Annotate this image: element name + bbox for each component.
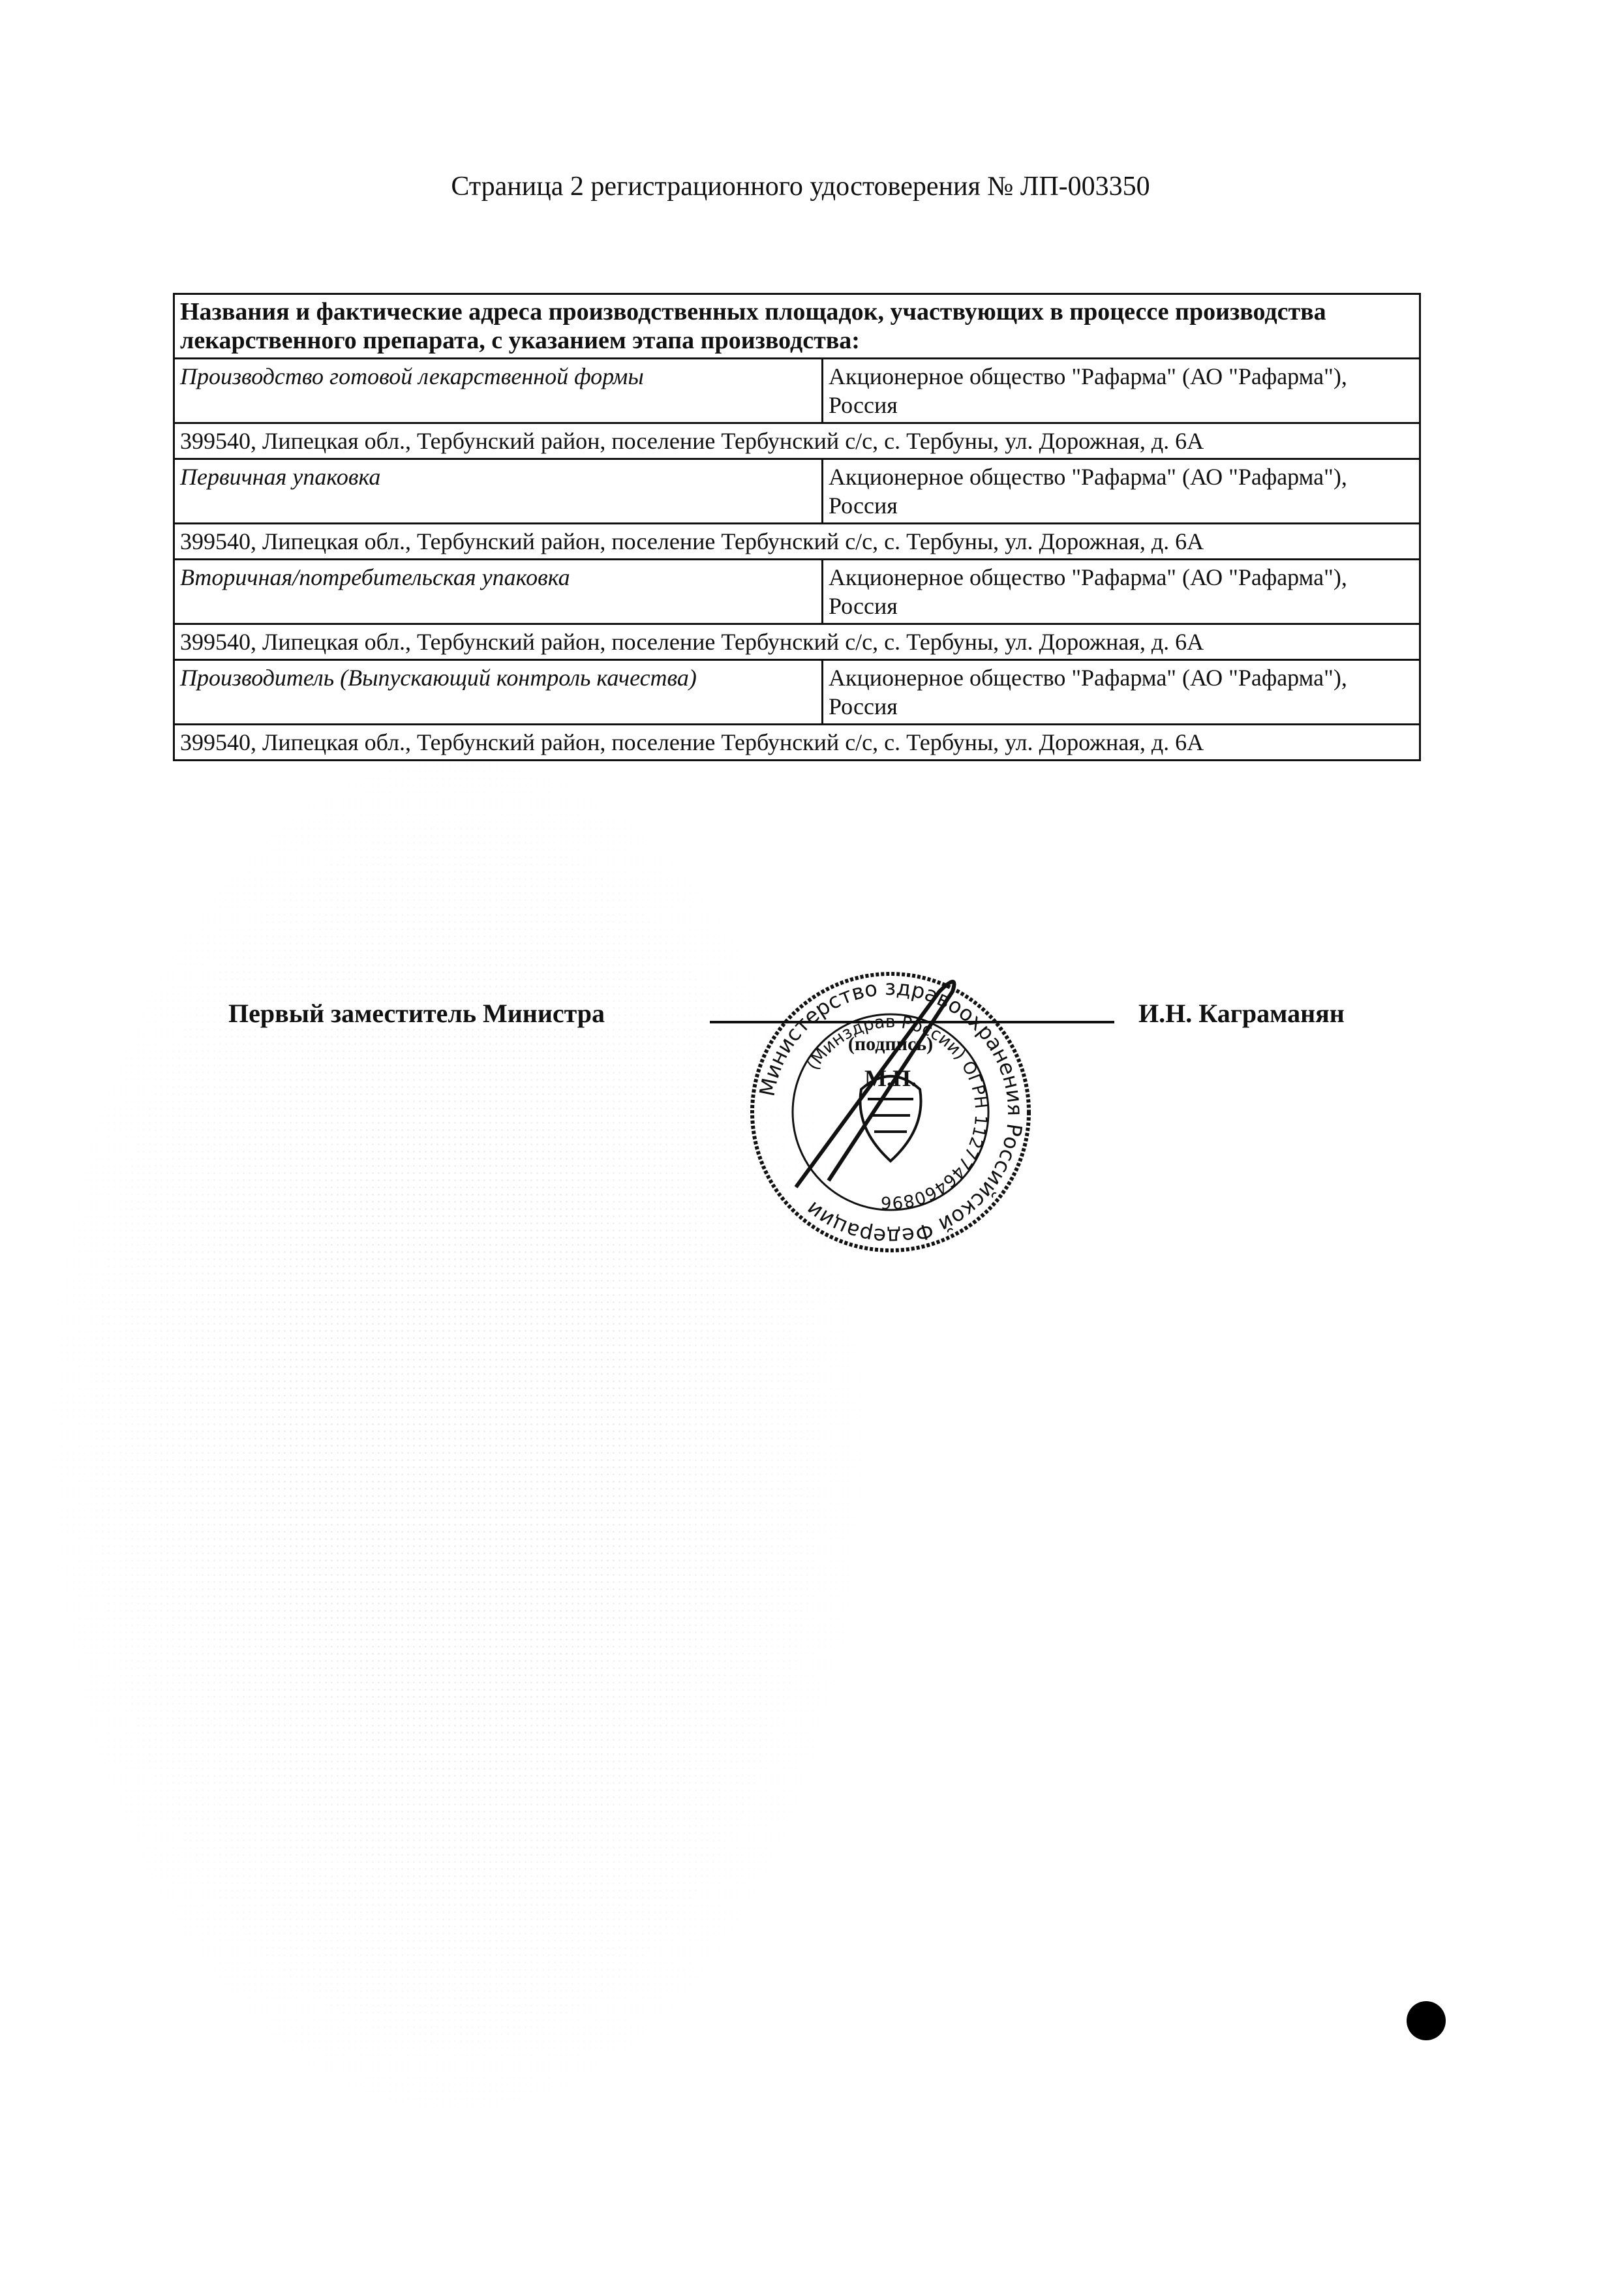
table-row <box>174 725 1420 761</box>
table-row <box>174 423 1420 459</box>
stage-cell: Первичная упаковка <box>174 459 823 524</box>
stamp-outer-text: Министерство здравоохранения Российской Федерации <box>754 974 1028 1250</box>
ink-blot <box>1407 2001 1446 2040</box>
signatory-name: И.Н. Каграманян <box>1138 999 1345 1028</box>
table-row <box>174 560 1420 624</box>
address-cell: 399540, Липецкая обл., Тербунский район, поселение Тербунский с/с, с. Тербуны, ул. Дорожная, д. 6А <box>174 624 1420 660</box>
company-cell: Акционерное общество "Рафарма" (АО "Рафарма"), Россия <box>823 459 1420 524</box>
seal-caption: М.П. <box>864 1065 917 1091</box>
stage-cell: Вторичная/потребительская упаковка <box>174 560 823 624</box>
company-cell: Акционерное общество "Рафарма" (АО "Рафарма"), Россия <box>823 560 1420 624</box>
official-stamp <box>744 965 1037 1259</box>
company-cell: Акционерное общество "Рафарма" (АО "Рафарма"), Россия <box>823 660 1420 725</box>
stage-cell: Производство готовой лекарственной формы <box>174 359 823 423</box>
table-row <box>174 459 1420 524</box>
table-row <box>174 660 1420 725</box>
address-cell: 399540, Липецкая обл., Тербунский район, поселение Тербунский с/с, с. Тербуны, ул. Дорожная, д. 6А <box>174 524 1420 560</box>
table-row <box>174 359 1420 423</box>
stamp-inner-text: (Минздрав России) ОГРН 1127746460896 <box>803 1012 991 1213</box>
table-heading: Названия и фактические адреса производственных площадок, участвующих в процессе производства лекарственного препарата, с указанием этапа производства: <box>174 294 1420 359</box>
table-row <box>174 624 1420 660</box>
stage-cell: Производитель (Выпускающий контроль качества) <box>174 660 823 725</box>
address-cell: 399540, Липецкая обл., Тербунский район, поселение Тербунский с/с, с. Тербуны, ул. Дорожная, д. 6А <box>174 423 1420 459</box>
page-title: Страница 2 регистрационного удостоверения № ЛП-003350 <box>451 172 1150 202</box>
address-cell: 399540, Липецкая обл., Тербунский район, поселение Тербунский с/с, с. Тербуны, ул. Дорожная, д. 6А <box>174 725 1420 761</box>
production-sites-table <box>173 293 1421 761</box>
table-row <box>174 524 1420 560</box>
signatory-position: Первый заместитель Министра <box>228 999 605 1028</box>
company-cell: Акционерное общество "Рафарма" (АО "Рафарма"), Россия <box>823 359 1420 423</box>
signature-caption: (подпись) <box>847 1033 934 1055</box>
